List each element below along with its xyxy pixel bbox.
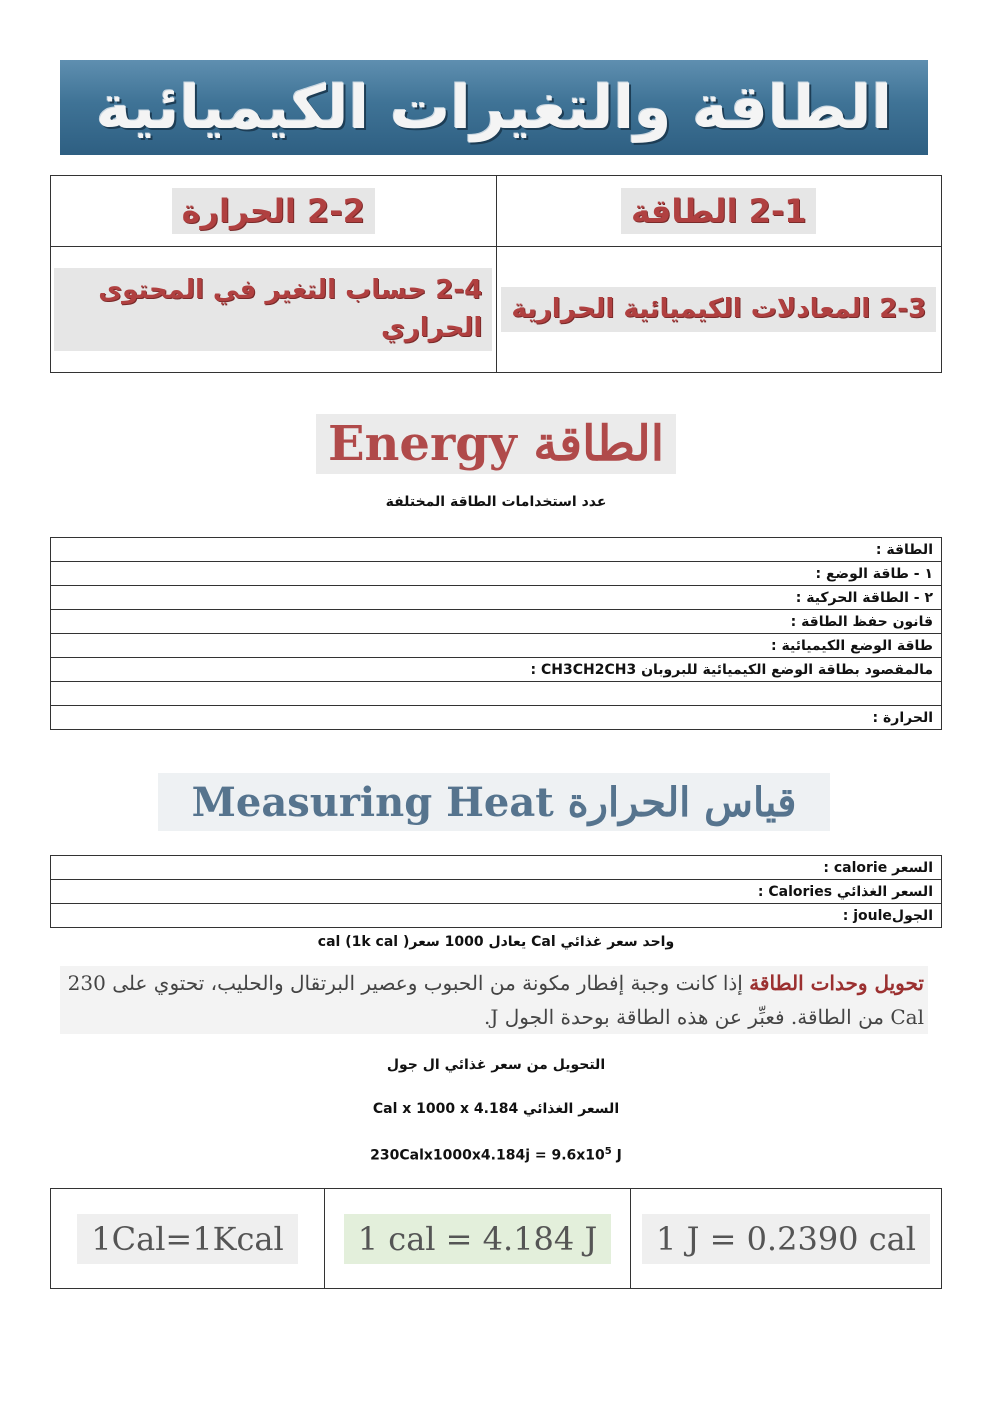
sections-table [50,175,942,373]
unit-cell-middle [325,1189,631,1289]
page-title: الطاقة والتغيرات الكيميائية [95,72,893,143]
energy-worksheet [50,537,942,730]
result-unit: J [611,1147,622,1164]
energy-row: طاقة الوضع الكيميائية : [51,634,942,658]
example-problem [60,966,928,1034]
section-cell-2-4 [51,247,497,373]
unit-joule-cal: 1 J = 0.2390 cal [642,1214,930,1264]
conversion-formula: السعر الغذائي Cal x 1000 x 4.184 [372,1101,620,1117]
energy-heading: Energy الطاقة [316,414,676,474]
section-cell-2-2 [51,176,497,247]
heat-row: الجولjoule : [51,904,942,928]
conversion-title: التحويل من سعر غذائي ال جول [386,1057,606,1073]
section-2-2: 2-2 الحرارة [172,188,375,234]
energy-row-blank [51,682,942,706]
unit-cal-joule: 1 cal = 4.184 J [344,1214,612,1264]
section-2-3: 2-3 المعادلات الكيميائية الحرارية [501,287,936,333]
example-label: تحويل وحدات الطاقة [749,971,924,995]
unit-cell-right [631,1189,942,1289]
unit-cell-left [51,1189,325,1289]
heat-row: السعر calorie : [51,856,942,880]
energy-row: ١ - طاقة الوضع : [51,562,942,586]
unit-kcal: 1Cal=1Kcal [77,1214,297,1264]
measuring-heat-heading: Measuring Heat قياس الحرارة [158,773,830,831]
calorie-note: واحد سعر غذائي Cal يعادل 1000 سعرcal (1k cal ) [317,934,675,950]
energy-row: مالمقصود بطاقة الوضع الكيميائية للبروبان CH3CH2CH3 : [51,658,942,682]
units-table [50,1188,942,1289]
energy-row: قانون حفظ الطاقة : [51,610,942,634]
conversion-result [0,1146,992,1164]
heat-worksheet [50,855,942,928]
energy-row: ٢ - الطاقة الحركية : [51,586,942,610]
section-2-4: 2-4 حساب التغير في المحتوى الحراري [54,268,492,351]
energy-row: الطاقة : [51,538,942,562]
energy-instruction: عدد استخدامات الطاقة المختلفة [385,494,607,510]
example-text: إذا كانت وجبة إفطار مكونة من الحبوب وعصير البرتقال والحليب، تحتوي على 230 Cal من الطاقة. فعبِّر عن هذه الطاقة بوحدة الجول J. [67,971,924,1029]
result-main: 230Calx1000x4.184j = 9.6x10 [370,1147,605,1164]
section-2-1: 2-1 الطاقة [621,188,816,234]
result-exponent: 5 [604,1146,612,1157]
energy-row: الحرارة : [51,706,942,730]
title-banner [60,60,928,155]
section-cell-2-1 [496,176,942,247]
heat-row: السعر الغذائي Calories : [51,880,942,904]
section-cell-2-3 [496,247,942,373]
